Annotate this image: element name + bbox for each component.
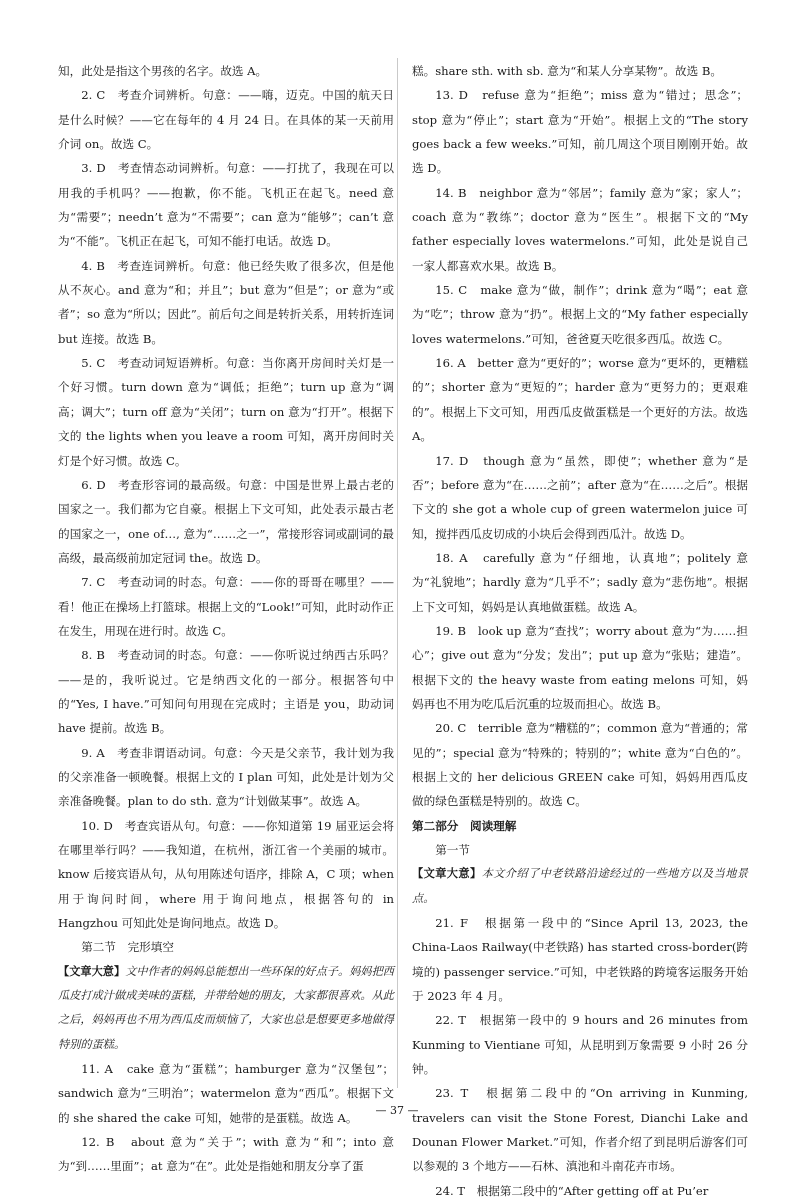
answer-22: 22. T 根据第一段中的 9 hours and 26 minutes from Kunming to Vientiane 可知，从昆明到万象需要 9 小时 26 分钟。	[412, 1013, 748, 1077]
summary-tag: 【文章大意】	[58, 964, 126, 978]
answer-17: 17. D though 意为“虽然，即使”；whether 意为“是否”；before 意为“在……之前”；after 意为“在……之后”。根据下文的 she got a whole cup of green watermelon juice 可知，搅拌西瓜皮切成的小块后会得到西瓜汁。故选 D。	[412, 453, 748, 541]
answer-15: 15. C make 意为“做，制作”；drink 意为“喝”；eat 意为“吃”；throw 意为“扔”。根据上文的“My father especially loves watermelons.”可知，爸爸夏天吃很多西瓜。故选 C。	[412, 283, 748, 346]
answer-16: 16. A better 意为“更好的”；worse 意为“更坏的，更糟糕的”；shorter 意为“更短的”；harder 意为“更努力的；更艰难的”。根据上下文可知，用西瓜皮做蛋糕是一个更好的方法。故选 A。	[412, 356, 748, 444]
part-heading-reading: 第二部分 阅读理解	[412, 818, 517, 833]
answer-11: 11. A cake 意为“蛋糕”；hamburger 意为“汉堡包”；sandwich 意为“三明治”；watermelon 意为“西瓜”。根据下文的 she shared the cake 可知，她带的是蛋糕。故选 A。	[58, 1062, 394, 1125]
answer-14: 14. B neighbor 意为“邻居”；family 意为“家；家人”；coach 意为“教练”；doctor 意为“医生”。根据下文的“My father especially loves watermelons.”可知，此处是说自己一家人都喜欢水果。故选 B。	[412, 185, 748, 273]
answer-7: 7. C 考查动词的时态。句意：——你的哥哥在哪里？——看！他正在操场上打篮球。根据上文的“Look!”可知，此时动作正在发生，用现在进行时。故选 C。	[58, 575, 394, 638]
answer-23: 23. T 根据第二段中的“On arriving in Kunming, travelers can visit the Stone Forest, Dianchi Lake and Dounan Flower Market.”可知，作者介绍了到昆明后游客们可以参观的 3 个地方——石林、滇池和斗南花卉市场。	[412, 1086, 748, 1174]
answer-20: 20. C terrible 意为“糟糕的”；common 意为“普通的；常见的”；special 意为“特殊的；特别的”；white 意为“白色的”。根据上文的 her delicious GREEN cake 可知，妈妈用西瓜皮做的绿色蛋糕是特别的。故选 C。	[412, 721, 748, 809]
section-heading-1: 第一节	[435, 843, 470, 857]
answer-3: 3. D 考查情态动词辨析。句意：——打扰了，我现在可以用我的手机吗？——抱歉，你不能。飞机正在起飞。need 意为“需要”；needn’t 意为“不需要”；can 意为“能够”；can’t 意为“不能”。飞机正在起飞，可知不能打电话。故选 D。	[58, 161, 394, 249]
paragraph-continued: 糕。share sth. with sb. 意为“和某人分享某物”。故选 B。	[412, 64, 723, 78]
answer-10: 10. D 考查宾语从句。句意：——你知道第 19 届亚运会将在哪里举行吗？——我知道，在杭州，浙江省一个美丽的城市。know 后接宾语从句，从句用陈述句语序，排除 A，C 项；when 用于询问时间，where 用于询问地点，根据答句的 in Hangzhou 可知此处是询问地点。故选 D。	[58, 818, 394, 931]
answer-24: 24. T 根据第二段中的“After getting off at Pu’er	[435, 1183, 709, 1198]
answer-6: 6. D 考查形容词的最高级。句意：中国是世界上最古老的国家之一。我们都为它自豪。根据上下文可知，此处表示最古老的国家之一，one of…, 意为“……之一”，常接形容词或副词的最高级，最高级前加定冠词 the。故选 D。	[58, 477, 394, 565]
article-summary	[58, 960, 394, 1057]
answer-2: 2. C 考查介词辨析。句意：——嗨，迈克。中国的航天日是什么时候？——它在每年的 4 月 24 日。在具体的某一天前用介词 on。故选 C。	[58, 88, 394, 152]
page-number: — 37 —	[375, 1104, 419, 1117]
section-heading-cloze: 第二节 完形填空	[81, 940, 174, 955]
answer-21: 21. F 根据第一段中的“Since April 13, 2023, the China-Laos Railway(中老铁路) has started cross-border(跨境的) passenger service.”可知，中老铁路的跨境客运服务开始于 2023 年 4 月。	[412, 916, 748, 1004]
answer-19: 19. B look up 意为“查找”；worry about 意为“为……担心”；give out 意为“分发；发出”；put up 意为“张贴；建造”。根据下文的 the heavy waste from eating melons 可知，妈妈再也不用为吃瓜后沉重的垃圾而担心。故选 B。	[412, 623, 748, 711]
column-divider	[397, 58, 398, 1088]
article-summary	[412, 862, 748, 911]
summary-tag: 【文章大意】	[412, 867, 482, 881]
answer-4: 4. B 考查连词辨析。句意：他已经失败了很多次，但是他从不灰心。and 意为“和；并且”；but 意为“但是”；or 意为“或者”；so 意为“所以；因此”。前后句之间是转折关系，用转折连词 but 连接。故选 B。	[58, 258, 394, 346]
paragraph-continued: 知，此处是指这个男孩的名字。故选 A。	[58, 64, 268, 78]
summary-text: 本文介绍了中老铁路沿途经过的一些地方以及当地景点。	[412, 867, 748, 905]
answer-5: 5. C 考查动词短语辨析。句意：当你离开房间时关灯是一个好习惯。turn down 意为“调低；拒绝”；turn up 意为“调高；调大”；turn off 意为“关闭”；turn on 意为“打开”。根据下文的 the lights when you leave a room 可知，离开房间时关灯是个好习惯。故选 C。	[58, 356, 394, 468]
answer-9: 9. A 考查非谓语动词。句意：今天是父亲节，我计划为我的父亲准备一顿晚餐。根据上文的 I plan 可知，此处是计划为父亲准备晚餐。plan to do sth. 意为“计划做某事”。故选 A。	[58, 745, 394, 809]
answer-13: 13. D refuse 意为“拒绝”；miss 意为“错过；思念”；stop 意为“停止”；start 意为“开始”。根据上文的“The story goes back a few weeks.”可知，前几周这个项目刚刚开始。故选 D。	[412, 88, 748, 176]
answer-18: 18. A carefully 意为“仔细地，认真地”；politely 意为“礼貌地”；hardly 意为“几乎不”；sadly 意为“悲伤地”。根据上下文可知，妈妈是认真地做蛋糕。故选 A。	[412, 550, 748, 614]
right-column	[412, 59, 748, 1203]
answer-8: 8. B 考查动词的时态。句意：——你听说过纳西古乐吗？——是的，我听说过。它是纳西文化的一部分。根据答句中的“Yes, I have.”可知问句用现在完成时；主语是 you，助动词 have 提前。故选 B。	[58, 648, 394, 736]
answer-12: 12. B about 意为“关于”；with 意为“和”；into 意为“到……里面”；at 意为“在”。此处是指她和朋友分享了蛋	[58, 1135, 394, 1174]
summary-text: 文中作者的妈妈总能想出一些环保的好点子。妈妈把西瓜皮打成汁做成美味的蛋糕，并带给她的朋友，大家都很喜欢。从此之后，妈妈再也不用为西瓜皮而烦恼了，大家也总是想要更多地做得特别的蛋糕。	[58, 964, 394, 1051]
left-column	[58, 59, 394, 1179]
